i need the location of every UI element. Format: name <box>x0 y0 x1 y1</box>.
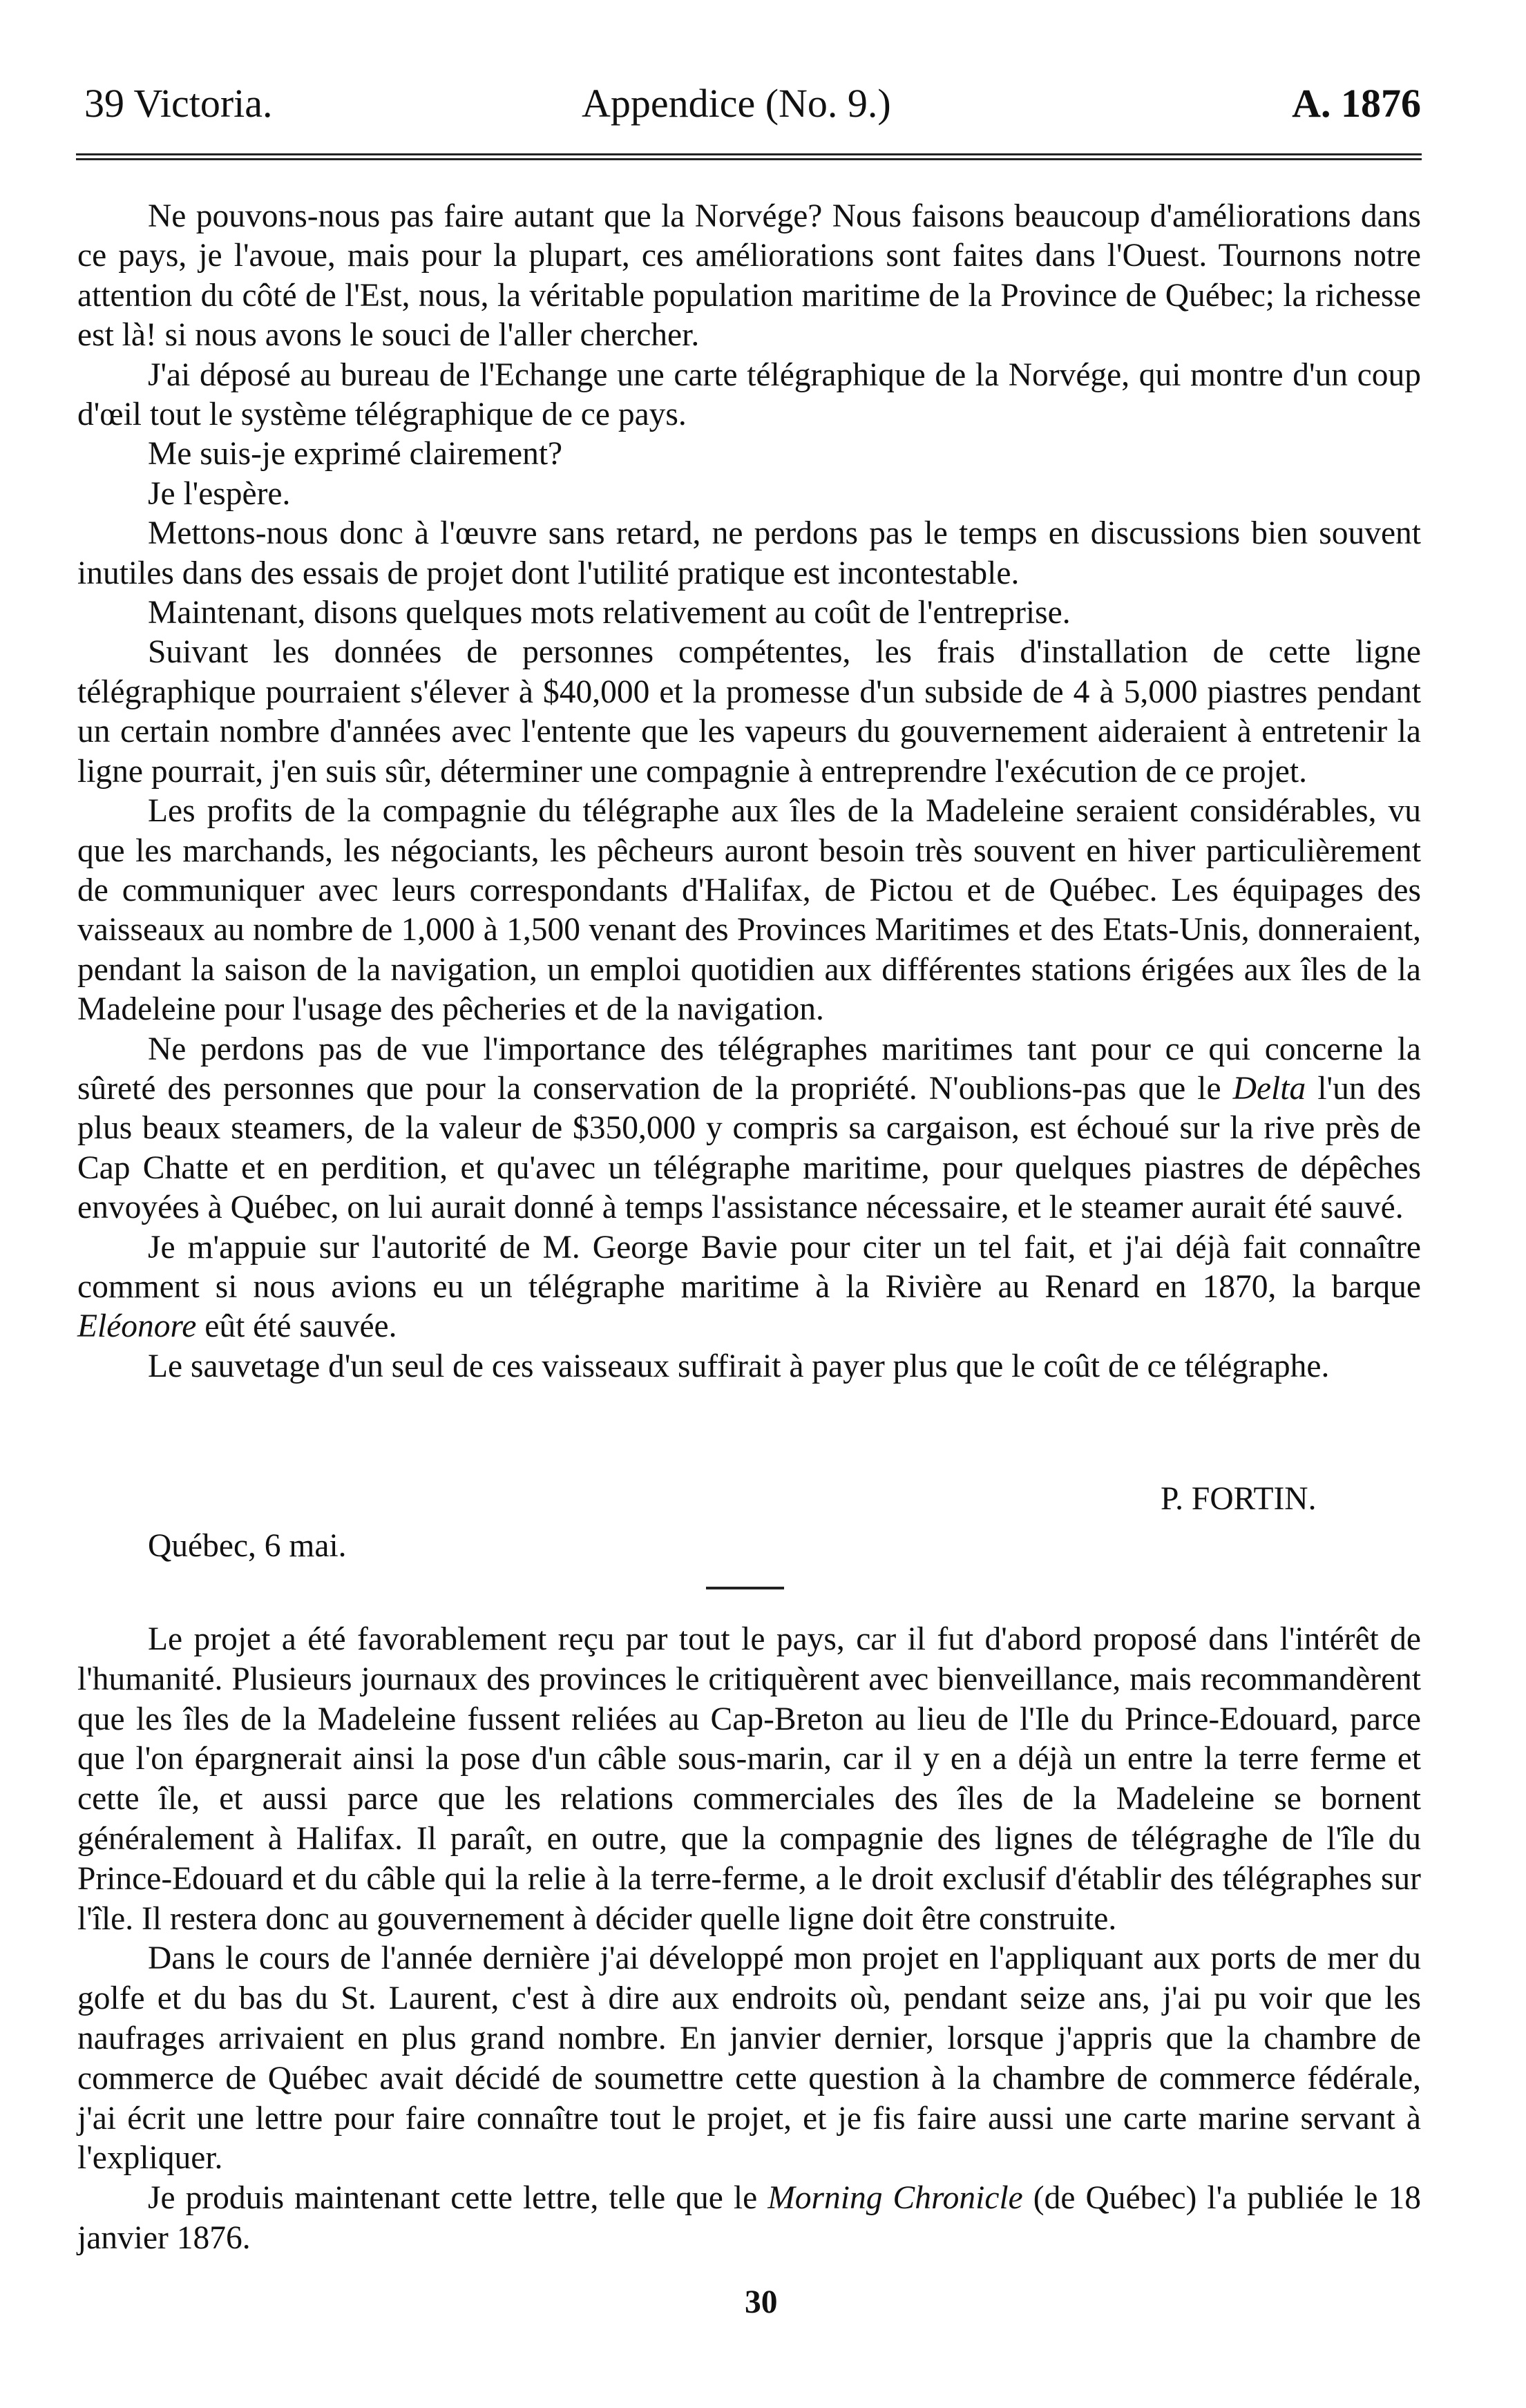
letter-body <box>77 197 1421 1386</box>
signature: P. FORTIN. <box>1161 1481 1317 1517</box>
paragraph-eleonore <box>77 1228 1421 1347</box>
paragraph: Maintenant, disons quelques mots relativement au coût de l'entreprise. <box>148 595 1071 631</box>
newspaper-name: Morning Chronicle <box>767 2180 1023 2217</box>
paragraph: Mettons-nous donc à l'œuvre sans retard, ne perdons pas le temps en discussions bien souvent inutiles dans des essais de projet dont l'utilité pratique est incontestable. <box>77 515 1421 591</box>
header-volume: 39 Victoria. <box>84 81 273 126</box>
commentary-body <box>77 1620 1421 2259</box>
place-date: Québec, 6 mai. <box>148 1528 347 1564</box>
paragraph: J'ai déposé au bureau de l'Echange une carte télégraphique de la Norvége, qui montre d'un coup d'œil tout le système télégraphique de ce pays. <box>77 356 1421 433</box>
header-double-rule <box>76 153 1422 160</box>
paragraph: Les profits de la compagnie du télégraphe aux îles de la Madeleine seraient considérables, vu que les marchands, les négociants, les pêcheurs auront besoin très souvent en hiver particulièrement de communiquer avec leurs correspondants d'Halifax, de Pictou et de Québec. Les équipages des vaisseaux au nombre de 1,000 à 1,500 venant des Provinces Maritimes et des Etats-Unis, donneraient, pendant la saison de la navigation, un emploi quotidien aux différentes stations érigées aux îles de la Madeleine pour l'usage des pêcheries et de la navigation. <box>77 793 1421 1028</box>
page-number: 30 <box>745 2284 778 2320</box>
paragraph: Le sauvetage d'un seul de ces vaisseaux suffirait à payer plus que le coût de ce télégraphe. <box>148 1348 1330 1384</box>
paragraph: Me suis-je exprimé clairement? <box>148 436 563 472</box>
ship-name-eleonore: Eléonore <box>77 1308 197 1345</box>
paragraph-text: (de Québec) l'a publiée le 18 janvier 1876. <box>77 2180 1421 2256</box>
paragraph-text: Je m'appuie sur l'autorité de M. George Bavie pour citer un tel fait, et j'ai déjà fait connaître comment si nous avions eu un télégraphe maritime à la Rivière au Renard en 1870, la barque <box>77 1229 1421 1305</box>
paragraph-chronicle <box>77 2179 1421 2259</box>
paragraph: Ne pouvons-nous pas faire autant que la Norvége? Nous faisons beaucoup d'améliorations dans ce pays, je l'avoue, mais pour la plupart, ces améliorations sont faites dans l'Ouest. Tournons notre attention du côté de l'Est, nous, la véritable population maritime de la Province de Québec; la richesse est là! si nous avons le souci de l'aller chercher. <box>77 198 1421 354</box>
paragraph-text: eût été sauvée. <box>196 1308 397 1345</box>
paragraph-text: Je produis maintenant cette lettre, telle que le <box>148 2180 768 2217</box>
paragraph: Le projet a été favorablement reçu par tout le pays, car il fut d'abord proposé dans l'intérêt de l'humanité. Plusieurs journaux des provinces le critiquèrent avec bienveillance, mais recommandèrent que les îles de la Madeleine fussent reliées au Cap-Breton au lieu de l'Ile du Prince-Edouard, parce que l'on épargnerait ainsi la pose d'un câble sous-marin, car il y en a déjà un entre la terre ferme et cette île, et aussi parce que les relations commerciales des îles de la Madeleine se bornent généralement à Halifax. Il paraît, en outre, que la compagnie des lignes de télégraghe de l'île du Prince-Edouard et du câble qui la relie à la terre-ferme, a le droit exclusif d'établir des télégraphes sur l'île. Il restera donc au gouvernement à décider quelle ligne doit être construite. <box>77 1621 1421 1937</box>
page-header <box>84 76 1421 131</box>
paragraph: Dans le cours de l'année dernière j'ai développé mon projet en l'appliquant aux ports de mer du golfe et du bas du St. Laurent, c'est à dire aux endroits où, pendant seize ans, j'ai pu voir que les naufrages arrivaient en plus grand nombre. En janvier dernier, lorsque j'appris que la chambre de commerce de Québec avait décidé de soumettre cette question à la chambre de commerce fédérale, j'ai écrit une lettre pour faire connaître tout le projet, et je fis faire aussi une carte marine servant à l'expliquer. <box>77 1940 1421 2177</box>
header-year: A. 1876 <box>1292 81 1421 126</box>
paragraph-text: l'un des plus beaux steamers, de la valeur de $350,000 y compris sa cargaison, est échoué sur la rive près de Cap Chatte et en perdition, et qu'avec un télégraphe maritime, pour quelques piastres de dépêches envoyées à Québec, on lui aurait donné à temps l'assistance nécessaire, et le steamer aurait été sauvé. <box>77 1070 1421 1226</box>
paragraph: Je l'espère. <box>148 475 291 512</box>
paragraph-text: Ne perdons pas de vue l'importance des télégraphes maritimes tant pour ce qui concerne la sûreté des personnes que pour la conservation de la propriété. N'oublions-pas que le <box>77 1031 1421 1107</box>
ship-name-delta: Delta <box>1232 1070 1306 1107</box>
paragraph-delta <box>77 1030 1421 1228</box>
section-divider <box>706 1587 784 1589</box>
header-appendix: Appendice (No. 9.) <box>582 81 891 126</box>
paragraph: Suivant les données de personnes compétentes, les frais d'installation de cette ligne télégraphique pourraient s'élever à $40,000 et la promesse d'un subside de 4 à 5,000 piastres pendant un certain nombre d'années avec l'entente que les vapeurs du gouvernement aideraient à entretenir la ligne pourrait, j'en suis sûr, déterminer une compagnie à entreprendre l'exécution de ce projet. <box>77 634 1421 790</box>
